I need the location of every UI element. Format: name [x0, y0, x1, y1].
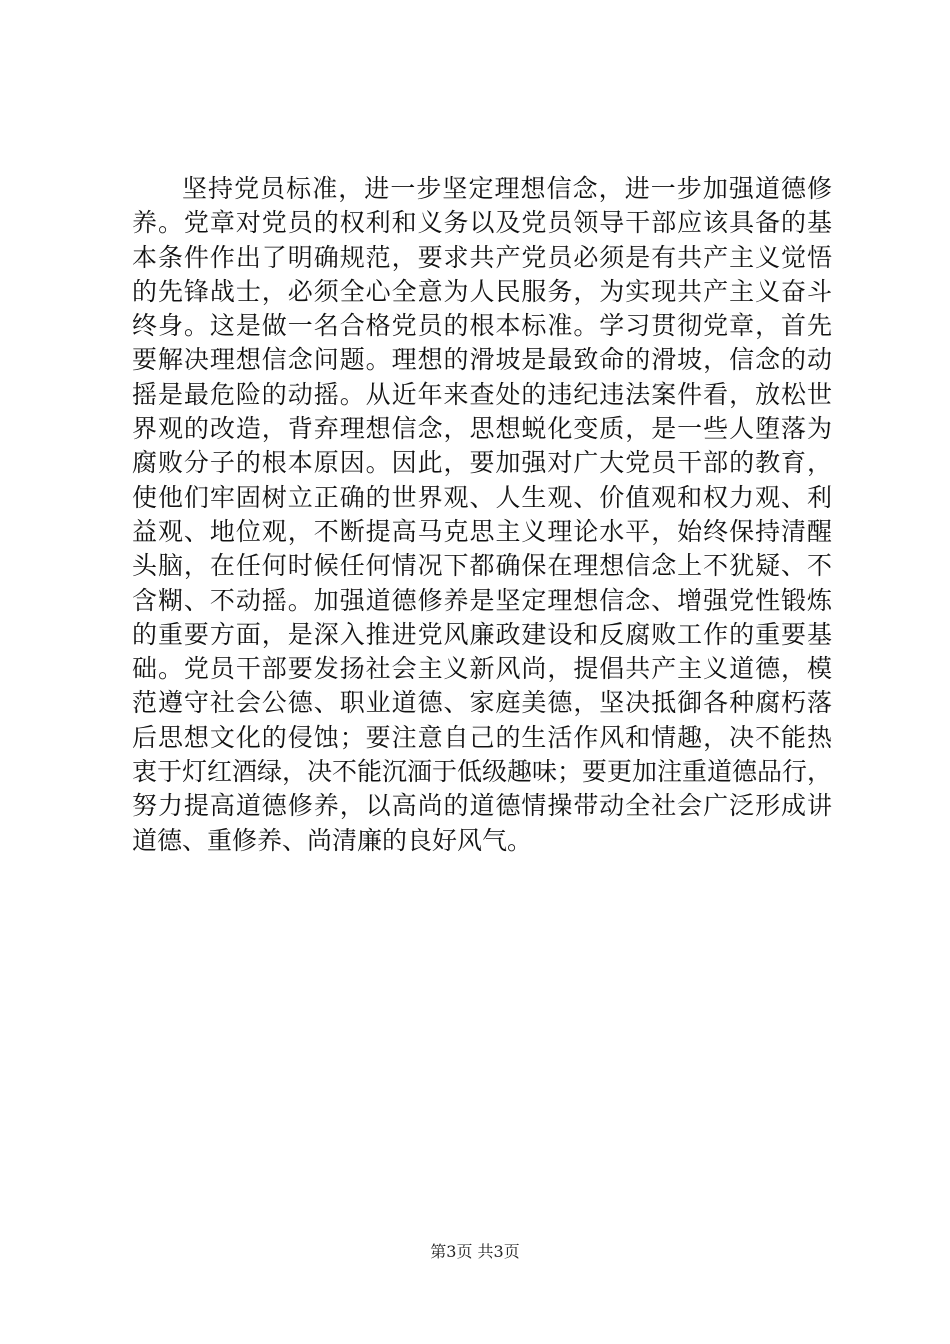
paragraph-line: 要解决理想信念问题。理想的滑坡是最致命的滑坡，信念的动	[132, 345, 832, 375]
page-number-footer: 第3页 共3页	[430, 1242, 520, 1261]
body-paragraph	[132, 172, 832, 858]
paragraph-line: 础。党员干部要发扬社会主义新风尚，提倡共产主义道德，模	[132, 654, 832, 684]
paragraph-line: 坚持党员标准，进一步坚定理想信念，进一步加强道德修	[182, 174, 832, 203]
paragraph-line: 范遵守社会公德、职业道德、家庭美德，坚决抵御各种腐朽落	[132, 688, 832, 718]
paragraph-line: 终身。这是做一名合格党员的根本标准。学习贯彻党章，首先	[132, 311, 832, 341]
paragraph-line: 养。党章对党员的权利和义务以及党员领导干部应该具备的基	[132, 208, 832, 238]
paragraph-line: 努力提高道德修养，以高尚的道德情操带动全社会广泛形成讲	[132, 791, 832, 821]
paragraph-line: 本条件作出了明确规范，要求共产党员必须是有共产主义觉悟	[132, 242, 832, 272]
paragraph-line: 衷于灯红酒绿，决不能沉湎于低级趣味；要更加注重道德品行，	[132, 757, 833, 787]
paragraph-line: 道德、重修养、尚清廉的良好风气。	[132, 825, 533, 855]
paragraph-line: 摇是最危险的动摇。从近年来查处的违纪违法案件看，放松世	[132, 379, 832, 409]
paragraph-line: 头脑，在任何时候任何情况下都确保在理想信念上不犹疑、不	[132, 551, 832, 581]
paragraph-line: 的重要方面，是深入推进党风廉政建设和反腐败工作的重要基	[132, 619, 832, 649]
paragraph-line: 的先锋战士，必须全心全意为人民服务，为实现共产主义奋斗	[132, 276, 832, 306]
paragraph-line: 腐败分子的根本原因。因此，要加强对广大党员干部的教育，	[132, 448, 832, 478]
paragraph-line: 益观、地位观，不断提高马克思主义理论水平，始终保持清醒	[132, 516, 832, 546]
paragraph-line: 后思想文化的侵蚀；要注意自己的生活作风和情趣，决不能热	[132, 722, 832, 752]
paragraph-line: 界观的改造，背弃理想信念，思想蜕化变质，是一些人堕落为	[132, 414, 832, 444]
paragraph-line: 使他们牢固树立正确的世界观、人生观、价值观和权力观、利	[132, 482, 832, 512]
paragraph-line: 含糊、不动摇。加强道德修养是坚定理想信念、增强党性锻炼	[132, 585, 832, 615]
